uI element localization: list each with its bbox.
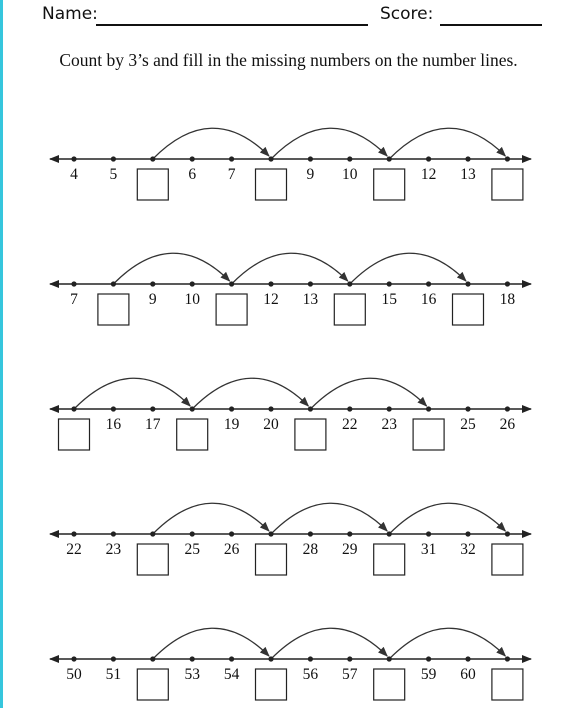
tick-dot — [190, 156, 195, 161]
number-label: 59 — [420, 666, 437, 683]
jump-arc — [192, 378, 308, 409]
tick-dot — [190, 531, 195, 536]
tick-dot — [268, 406, 273, 411]
answer-box[interactable] — [374, 169, 405, 200]
jump-arc — [389, 503, 505, 534]
tick-dot — [111, 656, 116, 661]
number-label: 6 — [188, 166, 197, 183]
tick-dot — [229, 156, 234, 161]
number-label: 19 — [223, 416, 240, 433]
jump-arc — [271, 503, 387, 534]
jump-arc — [350, 253, 466, 284]
number-label: 9 — [306, 166, 315, 183]
tick-dot — [268, 156, 273, 161]
tick-dot — [426, 656, 431, 661]
tick-dot — [465, 156, 470, 161]
number-label: 31 — [420, 541, 437, 558]
tick-dot — [268, 281, 273, 286]
number-label: 23 — [381, 416, 397, 433]
number-label: 22 — [66, 541, 82, 558]
number-label: 56 — [302, 666, 319, 683]
instructions-text: Count by 3’s and fill in the missing numbers on the number lines. — [59, 50, 518, 70]
answer-box[interactable] — [137, 544, 168, 575]
tick-dot — [150, 406, 155, 411]
answer-box[interactable] — [256, 169, 287, 200]
tick-dot — [229, 656, 234, 661]
number-label: 20 — [263, 416, 279, 433]
number-label: 4 — [70, 166, 78, 183]
number-label: 28 — [302, 541, 319, 558]
jump-arc — [153, 628, 269, 659]
tick-dot — [71, 281, 76, 286]
tick-dot — [347, 281, 352, 286]
tick-dot — [426, 156, 431, 161]
number-label: 29 — [342, 541, 358, 558]
number-label: 53 — [184, 666, 200, 683]
number-label: 7 — [227, 166, 236, 183]
jump-arc — [310, 378, 426, 409]
number-label: 16 — [420, 291, 437, 308]
answer-box[interactable] — [59, 419, 90, 450]
answer-box[interactable] — [374, 544, 405, 575]
number-label: 54 — [223, 666, 240, 683]
number-label: 5 — [109, 166, 118, 183]
tick-dot — [347, 156, 352, 161]
tick-dot — [347, 656, 352, 661]
number-label: 22 — [342, 416, 358, 433]
tick-dot — [308, 406, 313, 411]
number-label: 32 — [460, 541, 476, 558]
answer-box[interactable] — [256, 669, 287, 700]
answer-box[interactable] — [374, 669, 405, 700]
answer-box[interactable] — [256, 544, 287, 575]
tick-dot — [111, 531, 116, 536]
answer-box[interactable] — [413, 419, 444, 450]
jump-arc — [74, 378, 190, 409]
number-label: 12 — [420, 166, 437, 183]
tick-dot — [387, 156, 392, 161]
number-label: 23 — [105, 541, 122, 558]
number-label: 18 — [499, 291, 516, 308]
tick-dot — [190, 406, 195, 411]
number-label: 13 — [460, 166, 476, 183]
tick-dot — [465, 406, 470, 411]
number-label: 26 — [223, 541, 240, 558]
tick-dot — [505, 656, 510, 661]
tick-dot — [505, 531, 510, 536]
number-label: 10 — [184, 291, 200, 308]
answer-box[interactable] — [98, 294, 129, 325]
answer-box[interactable] — [492, 669, 523, 700]
tick-dot — [465, 531, 470, 536]
tick-dot — [308, 156, 313, 161]
tick-dot — [150, 156, 155, 161]
tick-dot — [347, 406, 352, 411]
jump-arc — [389, 628, 505, 659]
tick-dot — [426, 406, 431, 411]
answer-box[interactable] — [295, 419, 326, 450]
tick-dot — [229, 531, 234, 536]
number-label: 25 — [460, 416, 476, 433]
number-label: 9 — [148, 291, 157, 308]
jump-arc — [271, 128, 387, 159]
tick-dot — [268, 531, 273, 536]
number-label: 50 — [66, 666, 82, 683]
number-label: 60 — [460, 666, 476, 683]
tick-dot — [505, 156, 510, 161]
number-label: 13 — [302, 291, 319, 308]
tick-dot — [150, 281, 155, 286]
tick-dot — [229, 406, 234, 411]
jump-arc — [153, 503, 269, 534]
answer-box[interactable] — [492, 169, 523, 200]
answer-box[interactable] — [453, 294, 484, 325]
number-label: 12 — [263, 291, 279, 308]
tick-dot — [111, 156, 116, 161]
tick-dot — [465, 656, 470, 661]
tick-dot — [229, 281, 234, 286]
tick-dot — [387, 531, 392, 536]
tick-dot — [268, 656, 273, 661]
tick-dot — [426, 531, 431, 536]
tick-dot — [150, 656, 155, 661]
score-label: Score: — [380, 4, 434, 24]
tick-dot — [308, 656, 313, 661]
answer-box[interactable] — [177, 419, 208, 450]
tick-dot — [465, 281, 470, 286]
number-label: 51 — [105, 666, 122, 683]
jump-arc — [232, 253, 348, 284]
tick-dot — [505, 406, 510, 411]
answer-box[interactable] — [216, 294, 247, 325]
jump-arc — [113, 253, 229, 284]
tick-dot — [387, 406, 392, 411]
tick-dot — [111, 406, 116, 411]
tick-dot — [71, 156, 76, 161]
jump-arc — [271, 628, 387, 659]
answer-box[interactable] — [492, 544, 523, 575]
tick-dot — [308, 531, 313, 536]
number-label: 26 — [499, 416, 516, 433]
number-label: 7 — [70, 291, 78, 308]
answer-box[interactable] — [137, 169, 168, 200]
tick-dot — [387, 281, 392, 286]
tick-dot — [111, 281, 116, 286]
jump-arc — [389, 128, 505, 159]
number-label: 17 — [145, 416, 161, 433]
number-label: 25 — [184, 541, 200, 558]
tick-dot — [71, 531, 76, 536]
jump-arc — [153, 128, 269, 159]
number-label: 16 — [105, 416, 122, 433]
number-label: 10 — [342, 166, 358, 183]
number-label: 15 — [381, 291, 397, 308]
tick-dot — [150, 531, 155, 536]
tick-dot — [71, 406, 76, 411]
tick-dot — [190, 656, 195, 661]
tick-dot — [426, 281, 431, 286]
tick-dot — [71, 656, 76, 661]
tick-dot — [387, 656, 392, 661]
answer-box[interactable] — [334, 294, 365, 325]
tick-dot — [190, 281, 195, 286]
name-label: Name: — [42, 4, 98, 24]
answer-box[interactable] — [137, 669, 168, 700]
tick-dot — [505, 281, 510, 286]
tick-dot — [308, 281, 313, 286]
tick-dot — [347, 531, 352, 536]
number-label: 57 — [342, 666, 358, 683]
